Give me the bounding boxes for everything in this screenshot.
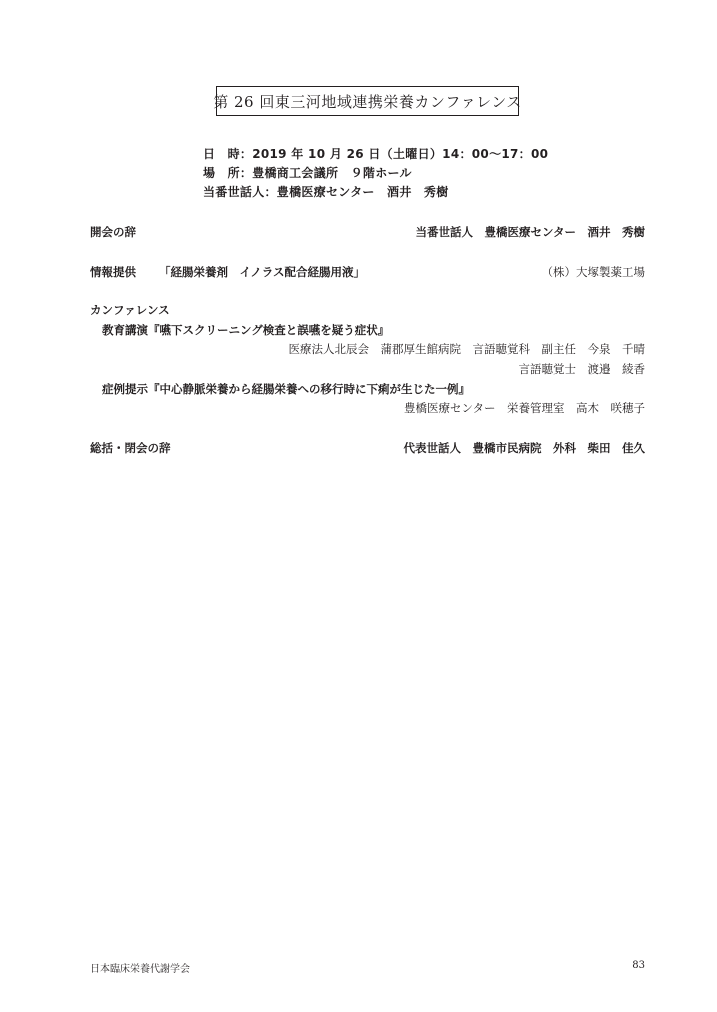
info-datetime: 日 時：2019 年 10 月 26 日（土曜日）14：00〜17：00 [203,147,549,161]
opening-person: 当番世話人 豊橋医療センター 酒井 秀樹 [415,225,645,239]
conference-label: カンファレンス [90,303,170,317]
lecture-speaker-1: 医療法人北辰会 蒲郡厚生館病院 言語聴覚科 副主任 今泉 千晴 [288,342,645,356]
info-provision-label: 情報提供 [90,265,136,279]
closing-label: 総括・閉会の辞 [90,441,171,455]
lecture-title: 教育講演『嚥下スクリーニング検査と誤嚥を疑う症状』 [102,323,390,337]
info-venue: 場 所：豊橋商工会議所 ９階ホール [203,166,412,180]
footer-society: 日本臨床栄養代謝学会 [90,964,190,975]
info-provision-topic: 「経腸栄養剤 イノラス配合経腸用液」 [159,265,365,279]
footer-page-number: 83 [632,960,645,971]
info-host: 当番世話人：豊橋医療センター 酒井 秀樹 [203,185,449,199]
info-provision-company: （株）大塚製薬工場 [541,265,645,279]
case-speaker: 豊橋医療センター 栄養管理室 高木 咲穂子 [403,401,645,415]
closing-person: 代表世話人 豊橋市民病院 外科 柴田 佳久 [403,441,645,455]
lecture-speaker-2: 言語聴覚士 渡邉 綾香 [518,362,645,376]
opening-label: 開会の辞 [90,225,136,239]
case-title: 症例提示『中心静脈栄養から経腸栄養への移行時に下痢が生じた一例』 [102,382,470,396]
conference-title: 第 26 回東三河地域連携栄養カンファレンス [216,86,519,116]
